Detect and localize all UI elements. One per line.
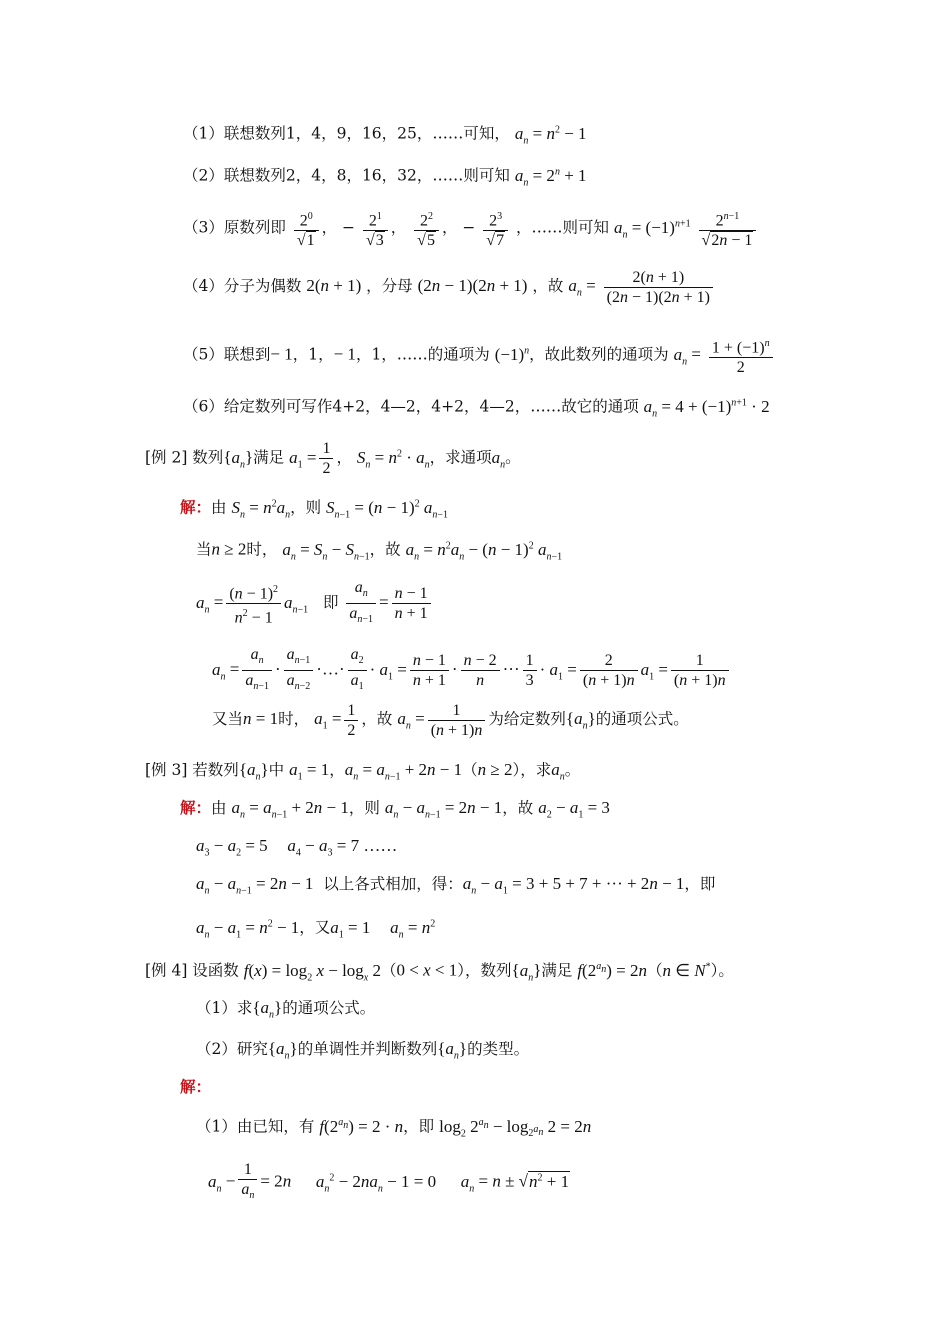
- fraction: $\frac{2(n + 1)}{(2n - 1)(2n + 1)}$: [604, 268, 713, 307]
- text: ），求: [512, 761, 552, 779]
- text: 。: [505, 448, 521, 467]
- fraction: $\frac{(n - 1)^2}{n^2 - 1}$: [226, 580, 281, 628]
- solution-2-line-5: 又当n = 1时， $a_1$ = $\frac{1}{2}$ ，故 $a_n$ = $\frac{1}{(n + 1)n}$ 为给定数列$\{a_n\}$的通项公式。: [212, 701, 689, 739]
- solution-3-line-4: $a_n - a_1 = n^2 - 1$，又$a_1 = 1$ $a_n = n^2$: [196, 917, 436, 941]
- text: 时，: [246, 540, 278, 559]
- fraction: $\frac{1}{3}$: [523, 651, 537, 690]
- formula-5: $a_n$ =: [673, 344, 701, 368]
- formula-2: $a_n = 2^n + 1$: [514, 165, 587, 189]
- solution-2-line-1: 解：由 $S_n = n^2a_n$，则 $S_{n-1} = (n - 1)^2$ $a_{n-1}$: [180, 497, 449, 521]
- text: 又当: [212, 710, 244, 728]
- fraction: $\frac{a_2}{a_1}$: [348, 645, 367, 696]
- text: 当: [196, 540, 212, 559]
- text: ，故: [361, 710, 393, 728]
- text: 由: [211, 498, 227, 517]
- text: （1）由已知，有: [196, 1117, 315, 1136]
- line-4-text-b: ，分母: [366, 277, 413, 295]
- fraction: $\frac{a_n}{a_{n-1}}$: [346, 578, 376, 629]
- fraction: $\frac{n - 2}{n}$: [461, 651, 500, 690]
- line-5-text-a: （5）联想到: [183, 345, 271, 364]
- formula-6: $a_n = 4 + (-1)^{n+1} \cdot 2$: [643, 396, 770, 420]
- text: （: [381, 961, 397, 980]
- text: （: [462, 761, 478, 779]
- line-4-text-a: （4）分子为偶数: [183, 277, 302, 295]
- text: （2）研究: [196, 1040, 268, 1058]
- formula-4b: (2n − 1)(2n + 1): [417, 276, 528, 295]
- fraction: $\frac{2^2}{√5}$: [414, 207, 439, 250]
- solution-2-line-2: 当n ≥ 2时， $a_n = S_n - S_{n-1}$，故 $a_n = n^2a_n - (n - 1)^2$ $a_{n-1}$: [196, 539, 563, 563]
- line-1: [183, 120, 587, 151]
- line-3-text-b: ，……则可知: [516, 218, 610, 237]
- line-4: [183, 265, 716, 314]
- line-5-text-b: ，1，: [292, 345, 334, 364]
- text: ，求通项: [429, 448, 492, 467]
- example-2-title: [例 2] 数列$\{a_n\}$满足 $a_1$ = $\frac{1}{2}$ ， $S_n = n^2 \cdot a_n$，求通项$a_n$。: [145, 440, 521, 478]
- text: 由: [211, 799, 227, 817]
- fraction: $\frac{2^0}{√1}$: [294, 207, 319, 250]
- text: 满足: [253, 448, 285, 467]
- solution-label: 解：: [180, 497, 212, 517]
- example-4-label: [例 4] 设函数: [145, 961, 239, 980]
- text: ，即: [684, 875, 716, 893]
- fraction: $\frac{2^3}{√7}$: [483, 207, 508, 250]
- solution-4-line-2: $a_n$ − $\frac{1}{a_n}$ = 2n $a_n^2 - 2na_n - 1 = 0$ $a_n = n \pm √n^2 + 1$: [208, 1157, 570, 1210]
- fraction: $\frac{1}{(n + 1)n}$: [671, 651, 729, 690]
- text: 中: [268, 761, 285, 779]
- fraction: $\frac{a_n}{a_{n-1}}$: [242, 645, 272, 696]
- text: ，故: [369, 540, 401, 559]
- formula-3: $a_n = (-1)^{n+1}$: [613, 217, 691, 241]
- text: 以上各式相加，得：: [323, 875, 463, 893]
- fraction: $\frac{1}{2}$: [344, 701, 358, 740]
- question-2: （2）研究$\{a_n\}$的单调性并判断数列$\{a_n\}$的类型。: [196, 1039, 530, 1062]
- line-6: [183, 393, 770, 424]
- line-2-text: （2）联想数列2，4，8，16，32，……则可知: [183, 166, 510, 185]
- text: 。: [564, 761, 581, 779]
- solution-label: 解：: [180, 798, 212, 817]
- fraction: $\frac{2}{(n + 1)n}$: [580, 651, 638, 690]
- fraction: $\frac{1}{(n + 1)n}$: [428, 701, 486, 740]
- text: （1）求: [196, 999, 253, 1017]
- solution-4-line-1: （1）由已知，有 $f(2^{a_n}) = 2 \cdot n$，即 $\log_2 2^{a_n} - \log_{2^{a_n}} 2 = 2n$: [196, 1116, 592, 1140]
- line-3: （3）原数列即 $\frac{2^0}{√1}$ ， − $\frac{2^1}{√3}$ ， $\frac{2^2}{√5}$ ， − $\frac{2^3}{√7}$ ，……则可知 $a_n = (-1)^{n+1}$ $\frac{2^{n-1}}{√2n - 1}$: [183, 203, 759, 256]
- text: 即: [322, 593, 339, 612]
- formula-4c: $a_n$ =: [568, 276, 596, 299]
- line-4-text-c: ，故: [532, 277, 564, 295]
- fraction: $\frac{2^1}{√3}$: [363, 207, 388, 250]
- line-5-text-d: ，故此数列的通项为: [529, 345, 669, 364]
- solution-3-line-3: $a_n - a_{n-1} = 2n - 1$ 以上各式相加，得：$a_n - a_1 = 3 + 5 + 7$ + ··· + 2n − 1，即: [196, 874, 716, 897]
- text: 的单调性并判断数列: [297, 1040, 438, 1058]
- text: ，即: [403, 1117, 435, 1136]
- example-4-title: [例 4] 设函数 $f(x) = \log_2 x - \log_x 2(0 < x < 1)$，数列$\{a_n\}$满足 $f(2^{a_n}) = 2n(n$ ∈ N*）。: [145, 960, 734, 984]
- line-6-text: （6）给定数列可写作4+2，4—2，4+2，4—2，……故它的通项: [183, 397, 639, 416]
- text: ），数列: [457, 961, 512, 980]
- text: 满足: [541, 961, 573, 980]
- line-1-text: （1）联想数列1，4，9，16，25，……可知，: [183, 124, 510, 143]
- text: ，则: [290, 498, 322, 517]
- fraction: $\frac{n - 1}{n + 1}$: [392, 584, 431, 623]
- example-2-label: [例 2] 数列: [145, 448, 224, 467]
- text: 为给定数列: [488, 710, 566, 728]
- fraction: $\frac{a_{n-1}}{a_{n-2}}$: [284, 645, 314, 696]
- line-3-text-a: （3）原数列即: [183, 218, 286, 237]
- text: ）。: [710, 961, 734, 980]
- solution-3-line-2: $a_3 - a_2 = 5$ $a_4 - a_3 = 7$ ……: [196, 836, 398, 859]
- solution-3-line-1: 解：由 $a_n = a_{n-1} + 2n - 1$，则 $a_n - a_{n-1} = 2n - 1$，故 $a_2 - a_1 = 3$: [180, 798, 610, 821]
- solution-2-line-3: $a_n$ = $\frac{(n - 1)^2}{n^2 - 1}$ $a_{n-1}$ 即 $\frac{a_n}{a_{n-1}}$ = $\frac{n - 1}{n + 1}$: [196, 578, 434, 631]
- fraction: $\frac{1}{a_n}$: [238, 1160, 257, 1205]
- text: ，又: [299, 918, 331, 937]
- fraction: $\frac{n - 1}{n + 1}$: [410, 651, 449, 690]
- text: 的类型。: [467, 1040, 530, 1058]
- solution-label: 解：: [180, 1077, 212, 1096]
- text: ，则: [348, 799, 380, 817]
- fraction: $\frac{2^{n-1}}{√2n - 1}$: [699, 207, 757, 250]
- text: 的通项公式。: [595, 710, 689, 728]
- fraction: $\frac{1}{2}$: [319, 439, 333, 478]
- line-5-text-c: ，1，……的通项为: [355, 345, 490, 364]
- fraction: $\frac{1 + (-1)^n}{2}$: [709, 334, 773, 377]
- line-2: [183, 162, 587, 193]
- text: 时，: [278, 710, 310, 728]
- solution-4-label-line: [180, 1077, 211, 1097]
- formula-4a: 2(n + 1): [306, 276, 362, 295]
- text: （: [646, 961, 663, 980]
- text: ，故: [502, 799, 534, 817]
- text: 的通项公式。: [282, 999, 376, 1017]
- question-1: （1）求$\{a_n\}$的通项公式。: [196, 998, 376, 1021]
- example-3-label: [例 3] 若数列: [145, 761, 239, 779]
- solution-2-line-4: $a_n$ = $\frac{a_n}{a_{n-1}}$ · $\frac{a_{n-1}}{a_{n-2}}$ ·…· $\frac{a_2}{a_1}$ · $a_1$ = $\frac{n - 1}{n + 1}$ · $\frac{n - 2}{n}$ ··· $\frac{1}{3}$ · $a_1$ = $\frac{2}{(n + 1)n}$ $a_1$ = $\frac{1}{(n + 1)n}$: [212, 645, 732, 698]
- example-3-title: [例 3] 若数列$\{a_n\}$中 $a_1 = 1$，$a_n = a_{n-1} + 2n - 1(n \ge 2)$，求$a_n$。: [145, 760, 581, 783]
- line-5: （5）联想到− 1，1，− 1，1，……的通项为 $(-1)^n$，故此数列的通项为 $a_n$ = $\frac{1 + (-1)^n}{2}$: [183, 330, 776, 383]
- formula-1: $a_n = n^2 - 1$: [514, 123, 587, 147]
